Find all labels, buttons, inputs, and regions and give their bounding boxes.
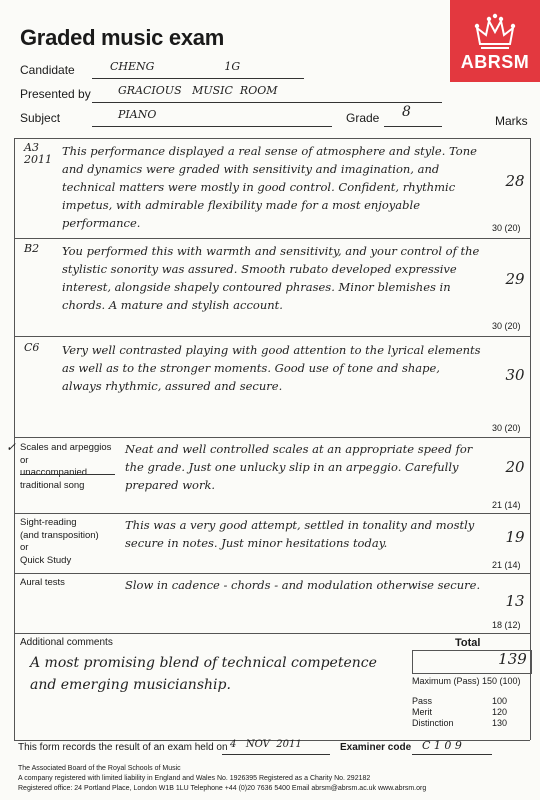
pass-label: Pass bbox=[412, 696, 433, 706]
section-mark: 20 bbox=[505, 458, 525, 476]
presented-by-label: Presented by bbox=[20, 87, 91, 101]
subject-line bbox=[92, 126, 332, 127]
held-on-value: 4 NOV 2011 bbox=[230, 739, 302, 750]
piece-code: A3 2011 bbox=[24, 141, 52, 166]
rule bbox=[14, 633, 530, 634]
section-max: 18 (12) bbox=[492, 620, 521, 630]
examiner-code-line bbox=[412, 754, 492, 755]
section-comment: Very well contrasted playing with good attention to the lyrical elements as well as to the stronger moments. Good use of tone and shape, always rhythmic, assured and secure. bbox=[62, 343, 481, 393]
merit-value: 120 bbox=[492, 707, 508, 717]
presented-by-line bbox=[92, 102, 442, 103]
grade-label: Grade bbox=[346, 111, 380, 125]
total-label: Total bbox=[455, 637, 481, 649]
candidate-value: CHENG 1G bbox=[110, 60, 241, 73]
examiner-code-value: C 1 0 9 bbox=[422, 739, 462, 752]
section-comment: This performance displayed a real sense of atmosphere and style. Tone and dynamics were graded with sensitivity and imagination, and technical matters were mostly in good control. Confident, rhythmic impetus, with admirable flexibility made for a most enjoyable performance. bbox=[62, 144, 477, 230]
section-mark: 28 bbox=[505, 172, 525, 190]
section-max: 21 (14) bbox=[492, 560, 521, 570]
merit-label: Merit bbox=[412, 707, 432, 717]
crown-icon bbox=[450, 4, 540, 54]
maximum-value: 150 (100) bbox=[482, 676, 521, 686]
distinction-label: Distinction bbox=[412, 718, 454, 728]
examiner-code-label: Examiner code bbox=[340, 742, 412, 753]
section-comment: Slow in cadence - chords - and modulation otherwise secure. bbox=[125, 578, 481, 592]
pass-value: 100 bbox=[492, 696, 508, 706]
section-max: 21 (14) bbox=[492, 500, 521, 510]
total-value: 139 bbox=[498, 650, 527, 668]
section-mark: 19 bbox=[505, 528, 525, 546]
grade-line bbox=[384, 126, 442, 127]
scales-label-underline bbox=[20, 474, 115, 475]
frame-left bbox=[14, 138, 15, 740]
piece-code: C6 bbox=[24, 341, 40, 354]
footer-line-2: A company registered with limited liability in England and Wales No. 1926395 Registered as a Charity No. 292182 bbox=[18, 775, 371, 782]
section-comment: You performed this with warmth and sensitivity, and your control of the stylistic sonority was assured. Smooth rubato developed expressive interest, alongside shapely contoured phrases. Minor blemishes in chords. A mature and stylish account. bbox=[62, 244, 480, 312]
sight-reading-label: Sight-reading (and transposition) or Quick Study bbox=[20, 517, 99, 566]
piece-code: B2 bbox=[24, 242, 40, 255]
subject-label: Subject bbox=[20, 111, 61, 125]
section-mark: 30 bbox=[505, 366, 525, 384]
footer-line-1: The Associated Board of the Royal Schools of Music bbox=[18, 765, 181, 772]
section-mark: 13 bbox=[505, 592, 525, 610]
abrsm-logo bbox=[450, 0, 540, 82]
marks-label: Marks bbox=[495, 114, 528, 128]
scales-label: Scales and arpeggios or unaccompanied traditional song bbox=[20, 442, 112, 491]
subject-value: PIANO bbox=[118, 108, 157, 121]
distinction-value: 130 bbox=[492, 718, 508, 728]
section-max: 30 (20) bbox=[492, 423, 521, 433]
page-title: Graded music exam bbox=[20, 25, 224, 50]
tick-mark: ✓ bbox=[6, 440, 17, 454]
additional-comment: A most promising blend of technical competence and emerging musicianship. bbox=[30, 655, 377, 693]
presented-by-value: GRACIOUS MUSIC ROOM bbox=[118, 84, 278, 97]
maximum-label: Maximum (Pass) bbox=[412, 676, 480, 686]
rule bbox=[14, 138, 530, 139]
logo-wordmark: ABRSM bbox=[460, 52, 530, 72]
section-comment: This was a very good attempt, settled in tonality and mostly secure in notes. Just minor hesitations today. bbox=[125, 518, 475, 550]
aural-label: Aural tests bbox=[20, 577, 65, 588]
rule bbox=[14, 573, 530, 574]
held-on-label: This form records the result of an exam held on bbox=[18, 742, 228, 753]
section-max: 30 (20) bbox=[492, 321, 521, 331]
candidate-line bbox=[92, 78, 304, 79]
candidate-label: Candidate bbox=[20, 63, 75, 77]
footer-line-3: Registered office: 24 Portland Place, London W1B 1LU Telephone +44 (0)20 7636 5400 Email abrsm@abrsm.ac.uk www.abrsm.org bbox=[18, 785, 427, 792]
section-mark: 29 bbox=[505, 270, 525, 288]
section-max: 30 (20) bbox=[492, 223, 521, 233]
rule bbox=[14, 513, 530, 514]
section-comment: Neat and well controlled scales at an appropriate speed for the grade. Just one unlucky slip in an arpeggio. Carefully prepared work. bbox=[125, 442, 473, 492]
rule bbox=[14, 336, 530, 337]
additional-comments-label: Additional comments bbox=[20, 637, 113, 648]
rule bbox=[14, 437, 530, 438]
rule bbox=[14, 238, 530, 239]
held-on-line bbox=[222, 754, 330, 755]
grade-value: 8 bbox=[402, 104, 411, 120]
